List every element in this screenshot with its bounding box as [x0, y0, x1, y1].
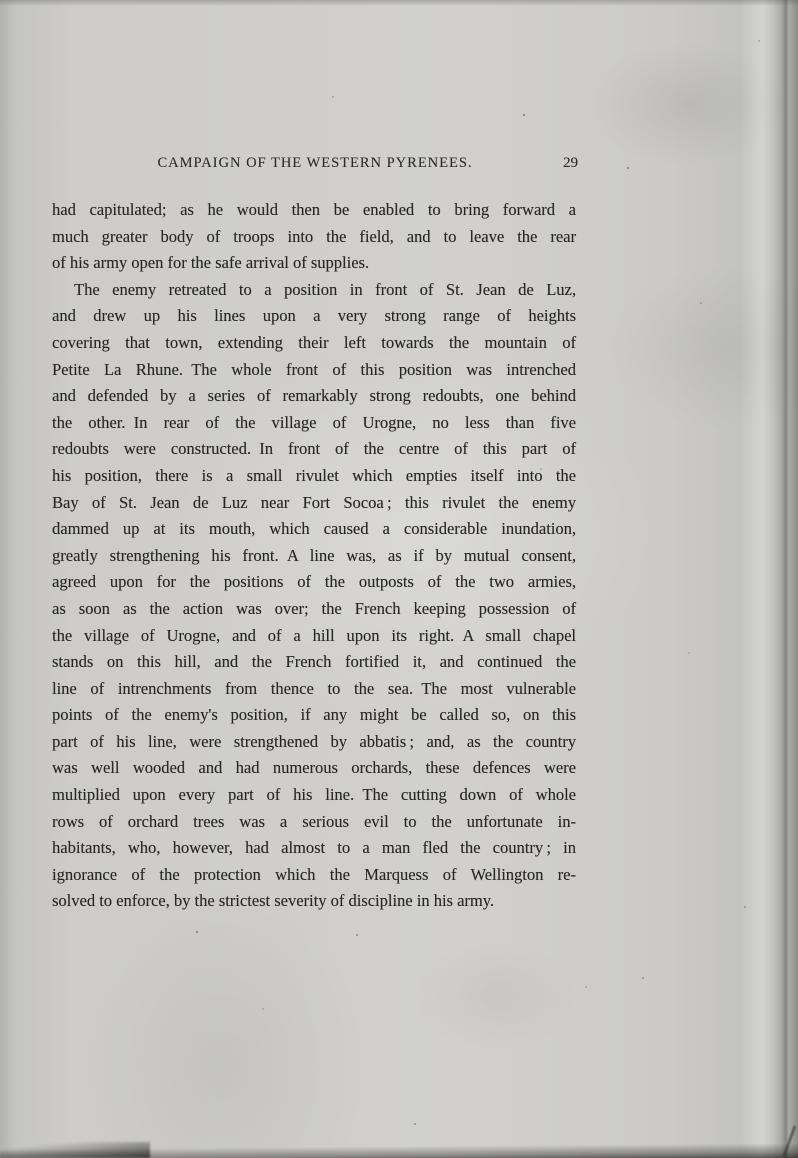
text-line: line of intrenchments from thence to the sea. The most vulnerable — [52, 678, 576, 698]
text-line: the village of Urogne, and of a hill upon its right. A small chapel — [52, 625, 576, 645]
text-line: had capitulated; as he would then be enabled to bring forward a — [52, 200, 576, 219]
text-line: redoubts were constructed. In front of the centre of this part of — [52, 439, 576, 459]
text-line: as soon as the action was over; the French keeping possession of — [52, 598, 576, 618]
text-line: ignorance of the protection which the Marquess of Wellington re- — [52, 864, 576, 884]
text-line: solved to enforce, by the strictest severity of discipline in his army. — [52, 891, 495, 911]
text-line: much greater body of troops into the field, and to leave the rear — [52, 226, 576, 246]
text-line: part of his line, were strengthened by abbatis ; and, as the country — [52, 731, 576, 751]
text-line: habitants, who, however, had almost to a man fled the country ; in — [52, 838, 576, 858]
scan-edge-top — [0, 0, 798, 6]
text-line: multiplied upon every part of his line. The cutting down of whole — [52, 785, 576, 805]
text-line: was well wooded and had numerous orchards, these defences were — [52, 758, 576, 778]
text-line: points of the enemy's position, if any might be called so, on this — [52, 705, 576, 725]
text-line: rows of orchard trees was a serious evil to the unfortunate in- — [52, 811, 576, 831]
text-line: and defended by a series of remarkably strong redoubts, one behind — [52, 386, 576, 406]
page-edge-highlight — [740, 0, 776, 1158]
running-header-title: CAMPAIGN OF THE WESTERN PYRENEES. — [157, 155, 473, 171]
text-line: of his army open for the safe arrival of supplies. — [52, 253, 370, 273]
paragraph — [52, 277, 576, 915]
text-line: The enemy retreated to a position in front of St. Jean de Luz, — [74, 279, 576, 299]
text-line: his position, there is a small rivulet which empties itself into the — [52, 465, 576, 485]
paragraph — [52, 197, 576, 277]
text-line: Bay of St. Jean de Luz near Fort Socoa ; this rivulet the enemy — [52, 492, 576, 512]
running-header — [52, 155, 578, 175]
text-line: dammed up at its mouth, which caused a considerable inundation, — [52, 519, 576, 539]
text-line: agreed upon for the positions of the outposts of the two armies, — [52, 572, 576, 592]
body-text — [52, 197, 576, 915]
text-line: greatly strengthening his front. A line was, as if by mutual consent, — [52, 545, 576, 565]
text-line: the other. In rear of the village of Urogne, no less than five — [52, 412, 576, 432]
scan-edge-left — [0, 0, 16, 1158]
text-line: Petite La Rhune. The whole front of this position was intrenched — [52, 359, 576, 379]
text-line: stands on this hill, and the French fortified it, and continued the — [52, 652, 576, 672]
page-number: 29 — [563, 155, 578, 171]
text-line: covering that town, extending their left towards the mountain of — [52, 332, 576, 352]
text-line: and drew up his lines upon a very strong range of heights — [52, 306, 576, 326]
book-edge-right — [774, 0, 798, 1158]
